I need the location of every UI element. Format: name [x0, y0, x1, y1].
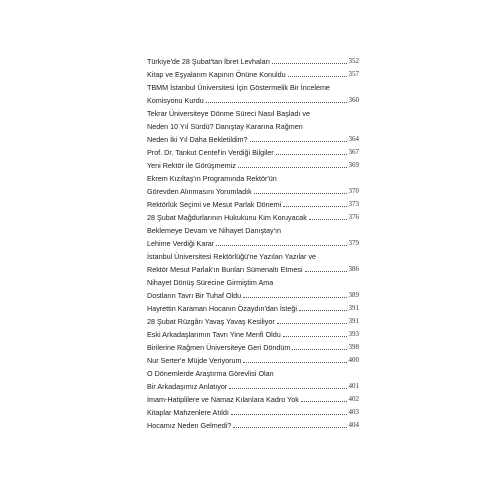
dot-leader: [243, 296, 346, 298]
toc-page-number: 391: [348, 317, 359, 325]
dot-leader: [272, 62, 346, 64]
dot-leader: [292, 348, 346, 350]
dot-leader: [301, 400, 347, 402]
toc-page-number: 386: [348, 265, 359, 273]
toc-entry-title: O Dönemlerde Araştırma Görevlisi Olan: [147, 369, 274, 378]
dot-leader: [254, 192, 347, 194]
toc-entry-line: [147, 302, 359, 315]
toc-page-number: 400: [348, 356, 359, 364]
dot-leader: [231, 413, 347, 415]
toc-entry: [147, 315, 359, 328]
toc-entry-title: Yeni Rektör ile Görüşmemiz: [147, 161, 236, 170]
toc-entry-title: Prof. Dr. Tankut Centel'in Verdiği Bilgiler: [147, 148, 274, 157]
toc-entry-title: Hayrettin Karaman Hocanın Özaydın'dan İsteği: [147, 304, 297, 313]
toc-page-number: 367: [348, 148, 359, 156]
toc-page-number: 403: [348, 408, 359, 416]
toc-entry: [147, 55, 359, 68]
toc-entry: [147, 211, 359, 224]
toc-entry-line: [147, 380, 359, 393]
toc-entry: [147, 419, 359, 432]
toc-entry-title: Lehime Verdiği Karar: [147, 239, 215, 248]
toc-entry-title: TBMM İstanbul Üniversitesi İçin Göstermelik Bir İnceleme: [147, 83, 330, 92]
dot-leader: [229, 387, 346, 389]
toc-entry-line: [147, 133, 359, 146]
toc-entry-line: [147, 315, 359, 328]
toc-page-number: 360: [348, 96, 359, 104]
toc-entry: [147, 302, 359, 315]
dot-leader: [206, 101, 347, 103]
toc-entry-line: [147, 159, 359, 172]
toc-entry-line: [147, 354, 359, 367]
toc-page-number: 393: [348, 330, 359, 338]
toc-entry-title: Kitap ve Eşyalarım Kapının Önüne Konuldu: [147, 70, 286, 79]
toc-page-number: 352: [348, 57, 359, 65]
dot-leader: [305, 270, 347, 272]
toc-entry-title: Ekrem Kızıltaş'ın Programında Rektör'ün: [147, 174, 277, 183]
toc-entry-line: [147, 419, 359, 432]
toc-entry-line: [147, 120, 359, 133]
toc-entry-title: Birilerine Rağmen Üniversiteye Geri Döndüm: [147, 343, 291, 352]
toc-entry-title: Tekrar Üniversiteye Dönme Süreci Nasıl Başladı ve: [147, 109, 310, 118]
toc-entry-line: [147, 146, 359, 159]
toc-page-number: 379: [348, 239, 359, 247]
toc-entry-title: 28 Şubat Rüzgârı Yavaş Yavaş Kesiliyor: [147, 317, 275, 326]
toc-entry-line: [147, 55, 359, 68]
toc-entry-title: Nihayet Dönüş Sürecine Girmiştim Ama: [147, 278, 274, 287]
toc-entry: [147, 107, 359, 146]
dot-leader: [250, 140, 347, 142]
toc-entry-line: [147, 198, 359, 211]
toc-entry-line: [147, 341, 359, 354]
dot-leader: [233, 426, 346, 428]
toc-entry-title: Neden İki Yıl Daha Bekletildim?: [147, 135, 248, 144]
toc-entry: [147, 159, 359, 172]
toc-entry: [147, 81, 359, 107]
toc-entry-title: Nur Serter'e Müjde Veriyorum: [147, 356, 242, 365]
toc-entry-line: [147, 81, 359, 94]
dot-leader: [309, 218, 347, 220]
toc-page-number: 404: [348, 421, 359, 429]
toc-entry-line: [147, 211, 359, 224]
toc-page-number: 402: [348, 395, 359, 403]
toc-entry: [147, 68, 359, 81]
toc-entry-title: Neden 10 Yıl Sürdü? Danıştay Kararına Rağmen: [147, 122, 303, 131]
toc-entry-line: [147, 94, 359, 107]
toc-entry-line: [147, 276, 359, 289]
dot-leader: [243, 361, 346, 363]
toc-entry-line: [147, 224, 359, 237]
toc-entry: [147, 328, 359, 341]
toc-entry-line: [147, 250, 359, 263]
toc-entry-title: 28 Şubat Mağdurlarının Hukukunu Kim Koruyacak: [147, 213, 307, 222]
dot-leader: [238, 166, 347, 168]
toc-entry: [147, 250, 359, 276]
toc-entry-title: Rektörlük Seçimi ve Mesut Parlak Dönemi: [147, 200, 282, 209]
toc-entry-line: [147, 289, 359, 302]
dot-leader: [276, 153, 347, 155]
toc-entry: [147, 367, 359, 393]
toc-entry-line: [147, 328, 359, 341]
toc-entry: [147, 198, 359, 211]
toc-entry-line: [147, 367, 359, 380]
toc-entry-title: Eski Arkadaşlarımın Tavrı Yine Menfi Oldu: [147, 330, 281, 339]
table-of-contents: [147, 55, 359, 432]
toc-entry-line: [147, 393, 359, 406]
toc-entry: [147, 354, 359, 367]
toc-entry-title: Türkiye'de 28 Şubat'tan İbret Levhaları: [147, 57, 271, 66]
toc-entry: [147, 406, 359, 419]
toc-entry-line: [147, 263, 359, 276]
toc-entry-line: [147, 185, 359, 198]
toc-entry-title: Komisyonu Kurdu: [147, 96, 204, 105]
toc-page-number: 373: [348, 200, 359, 208]
toc-entry-title: Beklemeye Devam ve Nihayet Danıştay'ın: [147, 226, 282, 235]
toc-page-number: 376: [348, 213, 359, 221]
toc-entry-title: Dostların Tavrı Bir Tuhaf Oldu: [147, 291, 242, 300]
toc-entry: [147, 146, 359, 159]
toc-entry: [147, 393, 359, 406]
dot-leader: [283, 205, 346, 207]
toc-page-number: 364: [348, 135, 359, 143]
toc-entry-title: Kitaplar Mahzenlere Atıldı: [147, 408, 229, 417]
toc-entry: [147, 276, 359, 302]
toc-entry-title: Görevden Alınmasını Yorumladık: [147, 187, 252, 196]
toc-entry-title: Rektör Mesut Parlak'ın Bunları Sümenaltı Etmesi: [147, 265, 303, 274]
toc-entry-title: Bir Arkadaşımız Anlatıyor: [147, 382, 228, 391]
dot-leader: [216, 244, 346, 246]
toc-page-number: 357: [348, 70, 359, 78]
dot-leader: [299, 309, 347, 311]
toc-page-number: 369: [348, 161, 359, 169]
toc-page-number: 370: [348, 187, 359, 195]
toc-entry: [147, 224, 359, 250]
toc-entry: [147, 341, 359, 354]
toc-page-number: 391: [348, 304, 359, 312]
toc-entry-line: [147, 406, 359, 419]
toc-page-number: 398: [348, 343, 359, 351]
dot-leader: [277, 322, 347, 324]
dot-leader: [283, 335, 347, 337]
toc-entry-title: İstanbul Üniversitesi Rektörlüğü'ne Yazılan Yazılar ve: [147, 252, 317, 261]
toc-entry-line: [147, 68, 359, 81]
toc-entry-line: [147, 107, 359, 120]
toc-entry-line: [147, 237, 359, 250]
toc-entry-title: İmam-Hatiplilere ve Namaz Kılanlara Kadro Yok: [147, 395, 299, 404]
toc-entry: [147, 172, 359, 198]
toc-entry-line: [147, 172, 359, 185]
toc-page-number: 401: [348, 382, 359, 390]
toc-page-number: 389: [348, 291, 359, 299]
toc-entry-title: Hocamız Neden Gelmedi?: [147, 421, 232, 430]
dot-leader: [288, 75, 347, 77]
